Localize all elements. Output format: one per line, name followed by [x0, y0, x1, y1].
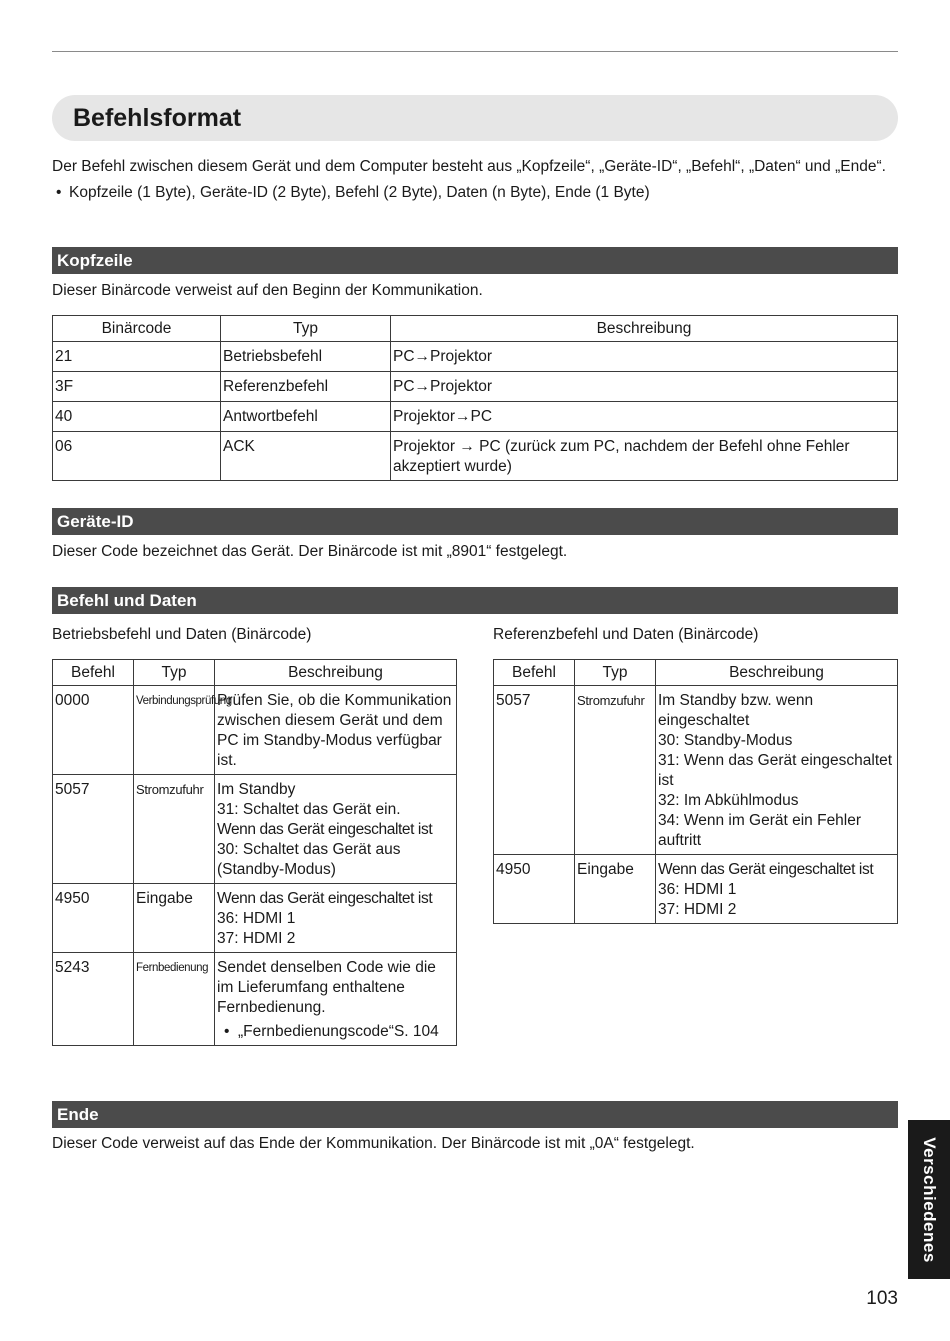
header-beschreibung: Beschreibung: [656, 660, 898, 686]
desc-line: 36: HDMI 1: [658, 881, 737, 898]
cell-befehl: 5243: [53, 953, 134, 1046]
desc-line: Im Standby: [217, 781, 296, 798]
cell-beschreibung: PC→Projektor: [391, 342, 898, 372]
kopfzeile-table: [52, 315, 898, 481]
page-number: 103: [866, 1288, 898, 1309]
intro-text: Der Befehl zwischen diesem Gerät und dem Computer besteht aus „Kopfzeile“, „Geräte-ID“, „Befehl“, „Daten“ und „Ende“.: [52, 158, 886, 175]
cell-typ: ACK: [221, 432, 391, 481]
referenz-caption: Referenzbefehl und Daten (Binärcode): [493, 626, 759, 643]
cell-befehl: 4950: [53, 884, 134, 953]
ende-description: Dieser Code verweist auf das Ende der Kommunikation. Der Binärcode ist mit „0A“ festgelegt.: [52, 1135, 695, 1152]
betrieb-table: [52, 659, 457, 1046]
cell-typ: Stromzufuhr: [134, 775, 215, 884]
table-row: [53, 953, 457, 1046]
kopfzeile-description: Dieser Binärcode verweist auf den Beginn der Kommunikation.: [52, 282, 483, 299]
cell-beschreibung: PC→Projektor: [391, 372, 898, 402]
cell-typ: Antwortbefehl: [221, 402, 391, 432]
desc-line: 36: HDMI 1: [217, 910, 296, 927]
table-row: [494, 686, 898, 855]
cell-beschreibung: Projektor→PC: [391, 402, 898, 432]
cell-befehl: 5057: [53, 775, 134, 884]
cell-typ: Fernbedienung: [134, 953, 215, 1046]
cell-beschreibung: [215, 775, 457, 884]
cell-typ: Referenzbefehl: [221, 372, 391, 402]
cell-beschreibung: Projektor → PC (zurück zum PC, nachdem der Befehl ohne Fehler akzeptiert wurde): [391, 432, 898, 481]
page-title: Befehlsformat: [52, 95, 898, 141]
cell-befehl: 5057: [494, 686, 575, 855]
cell-typ: Betriebsbefehl: [221, 342, 391, 372]
cell-code: 3F: [53, 372, 221, 402]
desc-line: Wenn das Gerät eingeschaltet ist: [658, 861, 874, 878]
cell-beschreibung: Prüfen Sie, ob die Kommunikation zwischen diesem Gerät und dem PC im Standby-Modus verfügbar ist.: [215, 686, 457, 775]
desc-line: 32: Im Abkühlmodus: [658, 792, 799, 809]
betrieb-caption: Betriebsbefehl und Daten (Binärcode): [52, 626, 312, 643]
desc-line: 31: Schaltet das Gerät ein.: [217, 801, 401, 818]
intro-bullet: • Kopfzeile (1 Byte), Geräte-ID (2 Byte), Befehl (2 Byte), Daten (n Byte), Ende (1 Byte): [52, 183, 898, 203]
table-row: [53, 402, 898, 432]
table-header-row: [53, 660, 457, 686]
desc-text: Sendet denselben Code wie die im Lieferumfang enthaltene Fernbedienung.: [217, 959, 436, 1016]
table-row: [494, 855, 898, 924]
header-typ: Typ: [221, 316, 391, 342]
geraete-id-description: Dieser Code bezeichnet das Gerät. Der Binärcode ist mit „8901“ festgelegt.: [52, 543, 568, 560]
header-beschreibung: Beschreibung: [215, 660, 457, 686]
section-heading-ende: Ende: [52, 1101, 898, 1128]
desc-line: 34: Wenn im Gerät ein Fehler auftritt: [658, 812, 862, 849]
section-heading-geraete-id: Geräte-ID: [52, 508, 898, 535]
desc-line: Wenn das Gerät eingeschaltet ist: [217, 821, 433, 838]
desc-line: 30: Standby-Modus: [658, 732, 793, 749]
cell-typ: Verbindungsprüfung: [134, 686, 215, 775]
cell-typ: Stromzufuhr: [575, 686, 656, 855]
intro: [52, 157, 898, 203]
cell-beschreibung: [656, 686, 898, 855]
chapter-tab: [908, 1120, 950, 1279]
table-header-row: [494, 660, 898, 686]
table-row: [53, 342, 898, 372]
chapter-tab-label: Verschiedenes: [920, 1136, 939, 1263]
cell-befehl: 0000: [53, 686, 134, 775]
header-typ: Typ: [134, 660, 215, 686]
cell-beschreibung: [215, 884, 457, 953]
table-row: [53, 432, 898, 481]
header-befehl: Befehl: [53, 660, 134, 686]
table-row: [53, 775, 457, 884]
cell-code: 40: [53, 402, 221, 432]
header-binaercode: Binärcode: [53, 316, 221, 342]
desc-line: 37: HDMI 2: [217, 930, 296, 947]
referenz-table: [493, 659, 898, 924]
desc-line: 37: HDMI 2: [658, 901, 737, 918]
cell-code: 06: [53, 432, 221, 481]
reference-link[interactable]: • „Fernbedienungscode“S. 104: [217, 1022, 454, 1042]
cell-typ: Eingabe: [134, 884, 215, 953]
top-divider: [52, 51, 898, 52]
desc-line: 30: Schaltet das Gerät aus (Standby-Modus): [217, 841, 401, 878]
cell-befehl: 4950: [494, 855, 575, 924]
header-beschreibung: Beschreibung: [391, 316, 898, 342]
desc-line: Wenn das Gerät eingeschaltet ist: [217, 890, 433, 907]
desc-line: Im Standby bzw. wenn eingeschaltet: [658, 692, 814, 729]
desc-line: 31: Wenn das Gerät eingeschaltet ist: [658, 752, 893, 789]
table-row: [53, 686, 457, 775]
cell-beschreibung: [215, 953, 457, 1046]
section-heading-befehl-daten: Befehl und Daten: [52, 587, 898, 614]
table-header-row: [53, 316, 898, 342]
cell-typ: Eingabe: [575, 855, 656, 924]
header-befehl: Befehl: [494, 660, 575, 686]
cell-code: 21: [53, 342, 221, 372]
section-heading-kopfzeile: Kopfzeile: [52, 247, 898, 274]
table-row: [53, 884, 457, 953]
cell-beschreibung: [656, 855, 898, 924]
header-typ: Typ: [575, 660, 656, 686]
table-row: [53, 372, 898, 402]
